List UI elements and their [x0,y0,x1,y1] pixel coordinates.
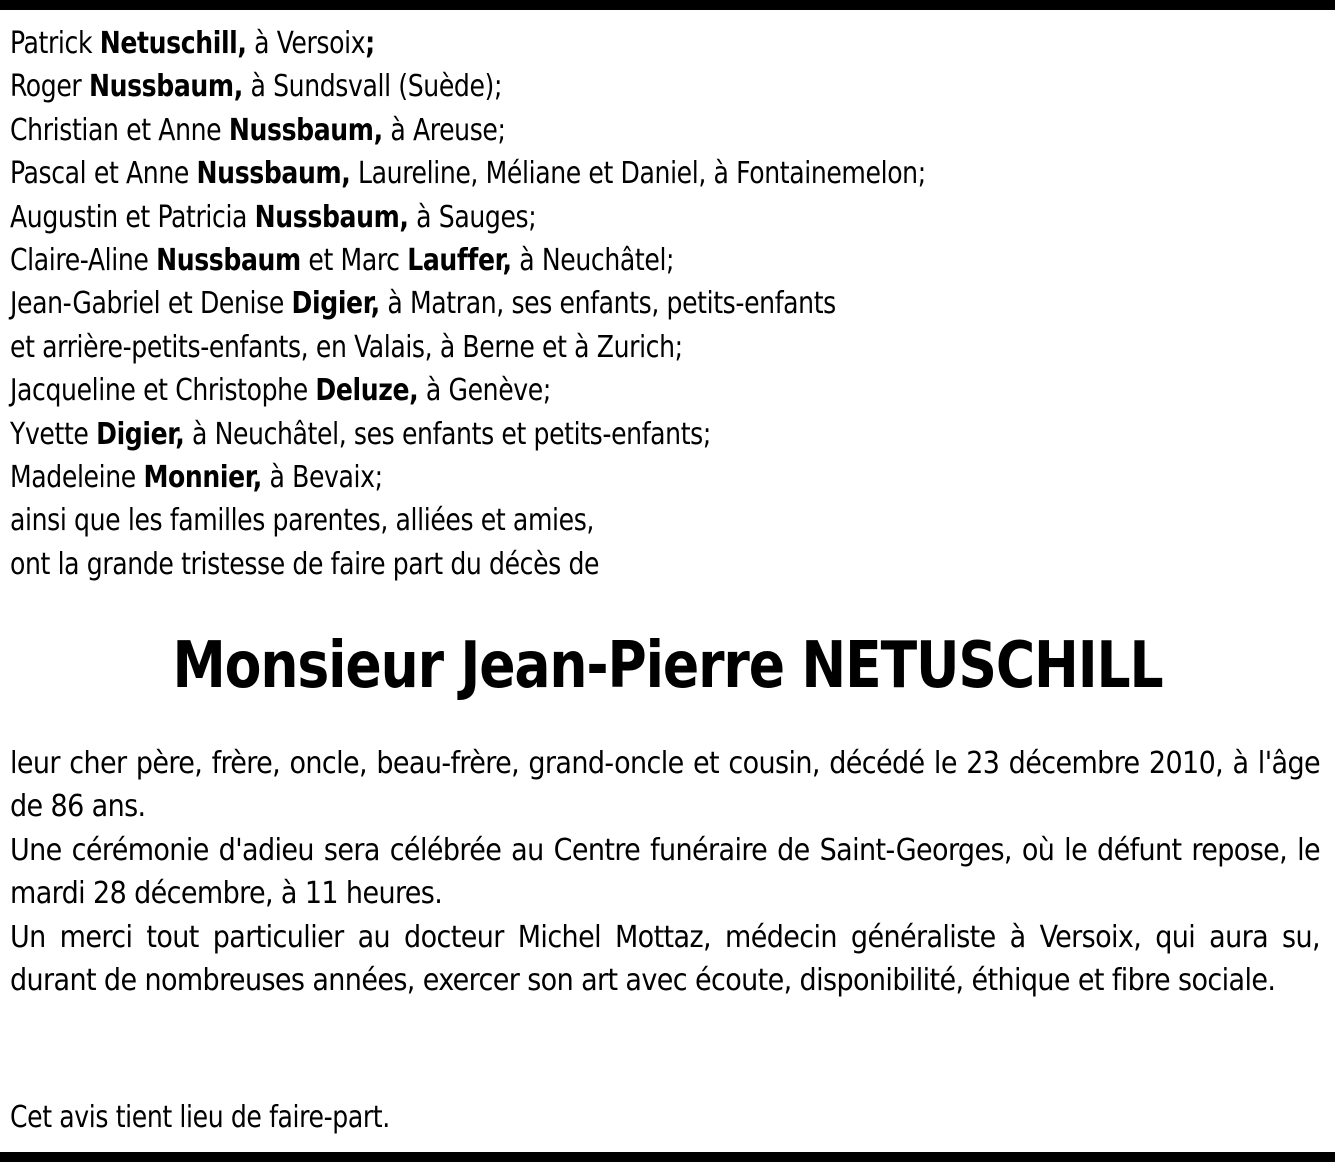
family-text: à Sauges; [408,199,537,235]
family-line [10,369,1228,412]
family-line [10,196,1228,239]
family-text: à Neuchâtel, ses enfants et petits-enfants; [184,416,711,452]
family-text: Claire-Aline [10,242,157,278]
family-surname: Nussbaum [156,242,301,278]
family-surname: Nussbaum, [88,69,243,105]
top-border-rule [0,0,1335,10]
family-text: ont la grande tristesse de faire part du décès de [10,546,600,582]
family-text: Christian et Anne [10,112,229,148]
body-paragraph: leur cher père, frère, oncle, beau-frère, grand-oncle et cousin, décédé le 23 décembre 2010, à l'âge de 86 ans. [10,746,1320,825]
family-line [10,499,1228,542]
family-surname: Netuschill, [99,26,247,61]
family-text: Jacqueline et Christophe [10,373,316,409]
body-paragraph: Une cérémonie d'adieu sera célébrée au Centre funéraire de Saint-Georges, où le défunt repose, le mardi 28 décembre, à 11 heures. [10,832,1320,912]
family-surname: Digier, [291,286,380,322]
family-text: à Bevaix; [261,459,383,495]
family-line [10,456,1228,499]
closing-note: Cet avis tient lieu de faire-part. [10,1100,390,1135]
family-surname: Lauffer, [407,242,512,278]
family-line [10,282,1228,325]
family-text: Yvette [10,416,97,452]
family-text: Pascal et Anne [10,156,197,192]
family-text: Laureline, Méliane et Daniel, à Fontainemelon; [350,156,926,192]
family-line [10,109,1228,152]
family-surname: Nussbaum, [196,156,351,192]
family-line [10,152,1228,195]
family-surname: Digier, [96,416,185,452]
family-line [10,65,1228,108]
family-text: à Genève; [418,373,551,409]
bottom-border-rule [0,1152,1335,1162]
family-text: à Areuse; [382,112,506,148]
family-line [10,22,1228,65]
family-text: et Marc [300,242,408,278]
family-text: et arrière-petits-enfants, en Valais, à Berne et à Zurich; [10,329,683,365]
family-surname: Deluze, [315,373,419,409]
family-text: à Sundsvall (Suède); [242,69,503,105]
family-text: à Neuchâtel; [511,242,675,278]
body-paragraph: Un merci tout particulier au docteur Michel Mottaz, médecin généraliste à Versoix, qui aura su, durant de nombreuses années, exercer son art avec écoute, disponibilité, éthique et fibre sociale. [10,919,1320,999]
family-line [10,543,1228,586]
family-text: Jean-Gabriel et Denise [10,286,292,322]
family-text: Patrick [10,26,100,61]
family-text: ainsi que les familles parentes, alliées et amies, [10,503,595,539]
family-punctuation: ; [365,26,375,61]
family-surname: Monnier, [143,459,262,495]
family-surname: Nussbaum, [228,112,383,148]
family-list [10,22,1228,586]
family-text: à Matran, ses enfants, petits-enfants [379,286,836,322]
deceased-name-heading: Monsieur Jean-Pierre NETUSCHILL [172,629,1163,703]
family-line [10,413,1228,456]
family-surname: Nussbaum, [254,199,409,235]
family-text: Roger [10,69,89,105]
family-text: Madeleine [10,459,144,495]
announcement-body [10,742,1320,1002]
family-line [10,239,1228,282]
family-line [10,326,1228,369]
family-text: à Versoix [246,26,366,61]
family-text: Augustin et Patricia [10,199,255,235]
